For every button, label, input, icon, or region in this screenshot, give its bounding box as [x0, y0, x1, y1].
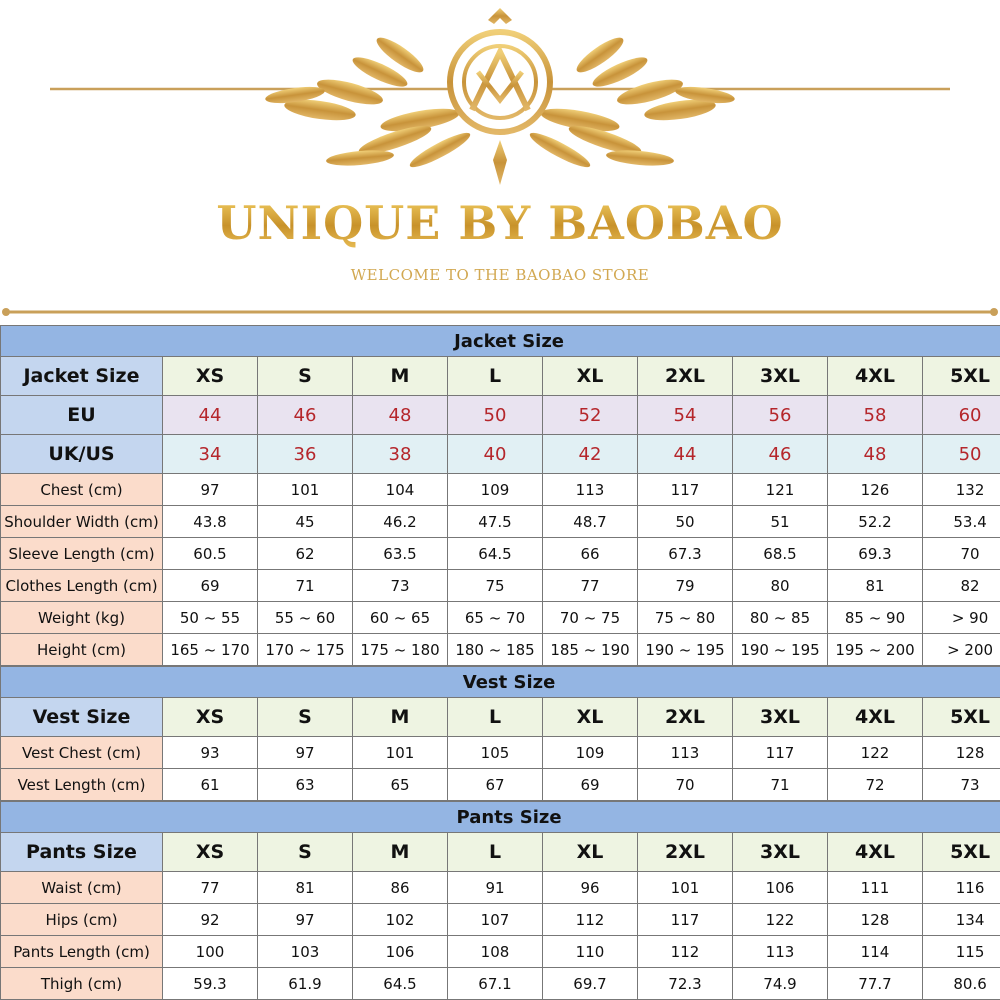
measurement-value: 128	[923, 737, 1000, 769]
measurement-value: 96	[543, 872, 638, 904]
jacket-section-title: Jacket Size	[1, 326, 1000, 357]
jacket-size-row	[1, 357, 1000, 396]
measurement-value: 111	[828, 872, 923, 904]
measurement-label: Hips (cm)	[1, 904, 163, 936]
size-cell: L	[448, 698, 543, 737]
ukus-size-row	[1, 435, 1000, 474]
size-cell: 4XL	[828, 357, 923, 396]
measurement-value: 80.6	[923, 968, 1000, 1000]
vest-size-label: Vest Size	[1, 698, 163, 737]
size-cell: 5XL	[923, 833, 1000, 872]
size-cell: 5XL	[923, 698, 1000, 737]
brand-header	[0, 0, 1000, 320]
measurement-value: 60.5	[163, 538, 258, 570]
measurement-value: 122	[733, 904, 828, 936]
measurement-label: Pants Length (cm)	[1, 936, 163, 968]
measurement-label: Waist (cm)	[1, 872, 163, 904]
measurement-value: 59.3	[163, 968, 258, 1000]
measurement-value: 112	[543, 904, 638, 936]
measurement-value: 110	[543, 936, 638, 968]
measurement-value: 101	[353, 737, 448, 769]
measurement-value: 67.1	[448, 968, 543, 1000]
size-cell: S	[258, 357, 353, 396]
measurement-label: Chest (cm)	[1, 474, 163, 506]
measurement-value: 103	[258, 936, 353, 968]
measurement-value: 104	[353, 474, 448, 506]
measurement-value: 101	[258, 474, 353, 506]
measurement-value: 80	[733, 570, 828, 602]
ukus-size-cell: 38	[353, 435, 448, 474]
measurement-value: 121	[733, 474, 828, 506]
measurement-value: 114	[828, 936, 923, 968]
pants-section-title: Pants Size	[1, 802, 1000, 833]
measurement-value: 70	[638, 769, 733, 801]
measurement-value: 72	[828, 769, 923, 801]
jacket-measurement-row	[1, 474, 1000, 506]
eu-size-cell: 50	[448, 396, 543, 435]
measurement-value: 75 ~ 80	[638, 602, 733, 634]
measurement-value: 50	[638, 506, 733, 538]
pants-measurement-row	[1, 904, 1000, 936]
size-cell: XL	[543, 833, 638, 872]
pants-size-row	[1, 833, 1000, 872]
measurement-label: Sleeve Length (cm)	[1, 538, 163, 570]
size-cell: M	[353, 698, 448, 737]
size-cell: XS	[163, 833, 258, 872]
measurement-value: 81	[828, 570, 923, 602]
measurement-value: 190 ~ 195	[733, 634, 828, 666]
measurement-value: 109	[543, 737, 638, 769]
measurement-label: Weight (kg)	[1, 602, 163, 634]
measurement-value: 74.9	[733, 968, 828, 1000]
measurement-value: 122	[828, 737, 923, 769]
measurement-value: 91	[448, 872, 543, 904]
measurement-value: 82	[923, 570, 1000, 602]
measurement-value: 61.9	[258, 968, 353, 1000]
pants-measurement-row	[1, 968, 1000, 1000]
ukus-size-cell: 50	[923, 435, 1000, 474]
measurement-value: 116	[923, 872, 1000, 904]
size-cell: 4XL	[828, 698, 923, 737]
measurement-value: 117	[638, 904, 733, 936]
measurement-value: 77	[163, 872, 258, 904]
measurement-value: 73	[353, 570, 448, 602]
eu-size-row	[1, 396, 1000, 435]
measurement-value: 115	[923, 936, 1000, 968]
eu-size-cell: 58	[828, 396, 923, 435]
ukus-size-cell: 36	[258, 435, 353, 474]
pants-measurement-row	[1, 936, 1000, 968]
measurement-value: 47.5	[448, 506, 543, 538]
measurement-value: 113	[543, 474, 638, 506]
eu-size-cell: 54	[638, 396, 733, 435]
measurement-value: 68.5	[733, 538, 828, 570]
jacket-size-table	[0, 325, 1000, 666]
measurement-value: 134	[923, 904, 1000, 936]
measurement-value: 69	[163, 570, 258, 602]
measurement-value: 180 ~ 185	[448, 634, 543, 666]
measurement-value: 85 ~ 90	[828, 602, 923, 634]
measurement-value: 70 ~ 75	[543, 602, 638, 634]
size-cell: 3XL	[733, 833, 828, 872]
ukus-size-cell: 34	[163, 435, 258, 474]
measurement-value: 106	[353, 936, 448, 968]
measurement-value: 63.5	[353, 538, 448, 570]
ukus-label: UK/US	[1, 435, 163, 474]
eu-size-cell: 52	[543, 396, 638, 435]
measurement-value: 175 ~ 180	[353, 634, 448, 666]
measurement-value: 117	[638, 474, 733, 506]
size-cell: L	[448, 833, 543, 872]
jacket-measurement-row	[1, 538, 1000, 570]
measurement-value: 80 ~ 85	[733, 602, 828, 634]
measurement-value: 102	[353, 904, 448, 936]
measurement-value: 71	[733, 769, 828, 801]
measurement-label: Clothes Length (cm)	[1, 570, 163, 602]
measurement-label: Shoulder Width (cm)	[1, 506, 163, 538]
measurement-value: 190 ~ 195	[638, 634, 733, 666]
measurement-value: 66	[543, 538, 638, 570]
measurement-value: 52.2	[828, 506, 923, 538]
measurement-value: 170 ~ 175	[258, 634, 353, 666]
measurement-value: 63	[258, 769, 353, 801]
size-cell: M	[353, 357, 448, 396]
measurement-value: 64.5	[448, 538, 543, 570]
size-cell: XL	[543, 357, 638, 396]
gold-divider	[0, 300, 1000, 324]
measurement-value: 73	[923, 769, 1000, 801]
eu-size-cell: 48	[353, 396, 448, 435]
vest-measurement-row	[1, 737, 1000, 769]
measurement-value: 108	[448, 936, 543, 968]
measurement-value: 69.7	[543, 968, 638, 1000]
measurement-value: 51	[733, 506, 828, 538]
size-cell: 2XL	[638, 833, 733, 872]
size-cell: 3XL	[733, 357, 828, 396]
measurement-value: 79	[638, 570, 733, 602]
ukus-size-cell: 40	[448, 435, 543, 474]
measurement-value: 53.4	[923, 506, 1000, 538]
measurement-value: 97	[258, 904, 353, 936]
measurement-value: 60 ~ 65	[353, 602, 448, 634]
measurement-value: 132	[923, 474, 1000, 506]
measurement-value: 112	[638, 936, 733, 968]
ukus-size-cell: 48	[828, 435, 923, 474]
ukus-size-cell: 44	[638, 435, 733, 474]
measurement-value: 61	[163, 769, 258, 801]
size-cell: XL	[543, 698, 638, 737]
measurement-value: 101	[638, 872, 733, 904]
measurement-value: 62	[258, 538, 353, 570]
jacket-measurement-row	[1, 634, 1000, 666]
measurement-value: 100	[163, 936, 258, 968]
measurement-value: 107	[448, 904, 543, 936]
measurement-value: 43.8	[163, 506, 258, 538]
wheat-wreath-monogram-emblem-icon	[0, 0, 1000, 195]
measurement-value: 109	[448, 474, 543, 506]
measurement-value: 67.3	[638, 538, 733, 570]
eu-size-cell: 60	[923, 396, 1000, 435]
measurement-value: 195 ~ 200	[828, 634, 923, 666]
measurement-value: 113	[638, 737, 733, 769]
jacket-measurement-row	[1, 602, 1000, 634]
eu-size-cell: 44	[163, 396, 258, 435]
measurement-value: 126	[828, 474, 923, 506]
measurement-value: 81	[258, 872, 353, 904]
measurement-value: 64.5	[353, 968, 448, 1000]
measurement-value: 97	[163, 474, 258, 506]
size-cell: S	[258, 698, 353, 737]
measurement-label: Height (cm)	[1, 634, 163, 666]
measurement-value: 165 ~ 170	[163, 634, 258, 666]
measurement-label: Vest Length (cm)	[1, 769, 163, 801]
eu-size-cell: 46	[258, 396, 353, 435]
measurement-label: Thigh (cm)	[1, 968, 163, 1000]
vest-section-title: Vest Size	[1, 667, 1000, 698]
size-cell: M	[353, 833, 448, 872]
size-cell: 5XL	[923, 357, 1000, 396]
vest-size-table	[0, 666, 1000, 801]
measurement-value: 67	[448, 769, 543, 801]
size-cell: 2XL	[638, 357, 733, 396]
measurement-value: 75	[448, 570, 543, 602]
vest-measurement-row	[1, 769, 1000, 801]
size-tables	[0, 325, 1000, 1000]
size-cell: 4XL	[828, 833, 923, 872]
measurement-value: 128	[828, 904, 923, 936]
measurement-value: 113	[733, 936, 828, 968]
pants-size-label: Pants Size	[1, 833, 163, 872]
measurement-value: 97	[258, 737, 353, 769]
measurement-value: 106	[733, 872, 828, 904]
measurement-value: 92	[163, 904, 258, 936]
jacket-size-label: Jacket Size	[1, 357, 163, 396]
measurement-value: 69	[543, 769, 638, 801]
measurement-value: 185 ~ 190	[543, 634, 638, 666]
size-cell: 3XL	[733, 698, 828, 737]
measurement-label: Vest Chest (cm)	[1, 737, 163, 769]
measurement-value: 69.3	[828, 538, 923, 570]
jacket-measurement-row	[1, 570, 1000, 602]
measurement-value: 93	[163, 737, 258, 769]
measurement-value: 72.3	[638, 968, 733, 1000]
measurement-value: 50 ~ 55	[163, 602, 258, 634]
brand-title: UNIQUE BY BAOBAO	[0, 196, 1000, 250]
pants-measurement-row	[1, 872, 1000, 904]
measurement-value: > 90	[923, 602, 1000, 634]
eu-label: EU	[1, 396, 163, 435]
measurement-value: 55 ~ 60	[258, 602, 353, 634]
brand-subtitle: WELCOME TO THE BAOBAO STORE	[350, 266, 650, 284]
measurement-value: 45	[258, 506, 353, 538]
measurement-value: 86	[353, 872, 448, 904]
ukus-size-cell: 42	[543, 435, 638, 474]
measurement-value: 77.7	[828, 968, 923, 1000]
pants-size-table	[0, 801, 1000, 1000]
size-cell: S	[258, 833, 353, 872]
size-cell: 2XL	[638, 698, 733, 737]
measurement-value: 105	[448, 737, 543, 769]
eu-size-cell: 56	[733, 396, 828, 435]
measurement-value: > 200	[923, 634, 1000, 666]
measurement-value: 71	[258, 570, 353, 602]
measurement-value: 48.7	[543, 506, 638, 538]
measurement-value: 65	[353, 769, 448, 801]
ukus-size-cell: 46	[733, 435, 828, 474]
size-cell: XS	[163, 698, 258, 737]
measurement-value: 117	[733, 737, 828, 769]
measurement-value: 65 ~ 70	[448, 602, 543, 634]
vest-size-row	[1, 698, 1000, 737]
measurement-value: 70	[923, 538, 1000, 570]
measurement-value: 46.2	[353, 506, 448, 538]
jacket-measurement-row	[1, 506, 1000, 538]
size-cell: XS	[163, 357, 258, 396]
size-cell: L	[448, 357, 543, 396]
measurement-value: 77	[543, 570, 638, 602]
